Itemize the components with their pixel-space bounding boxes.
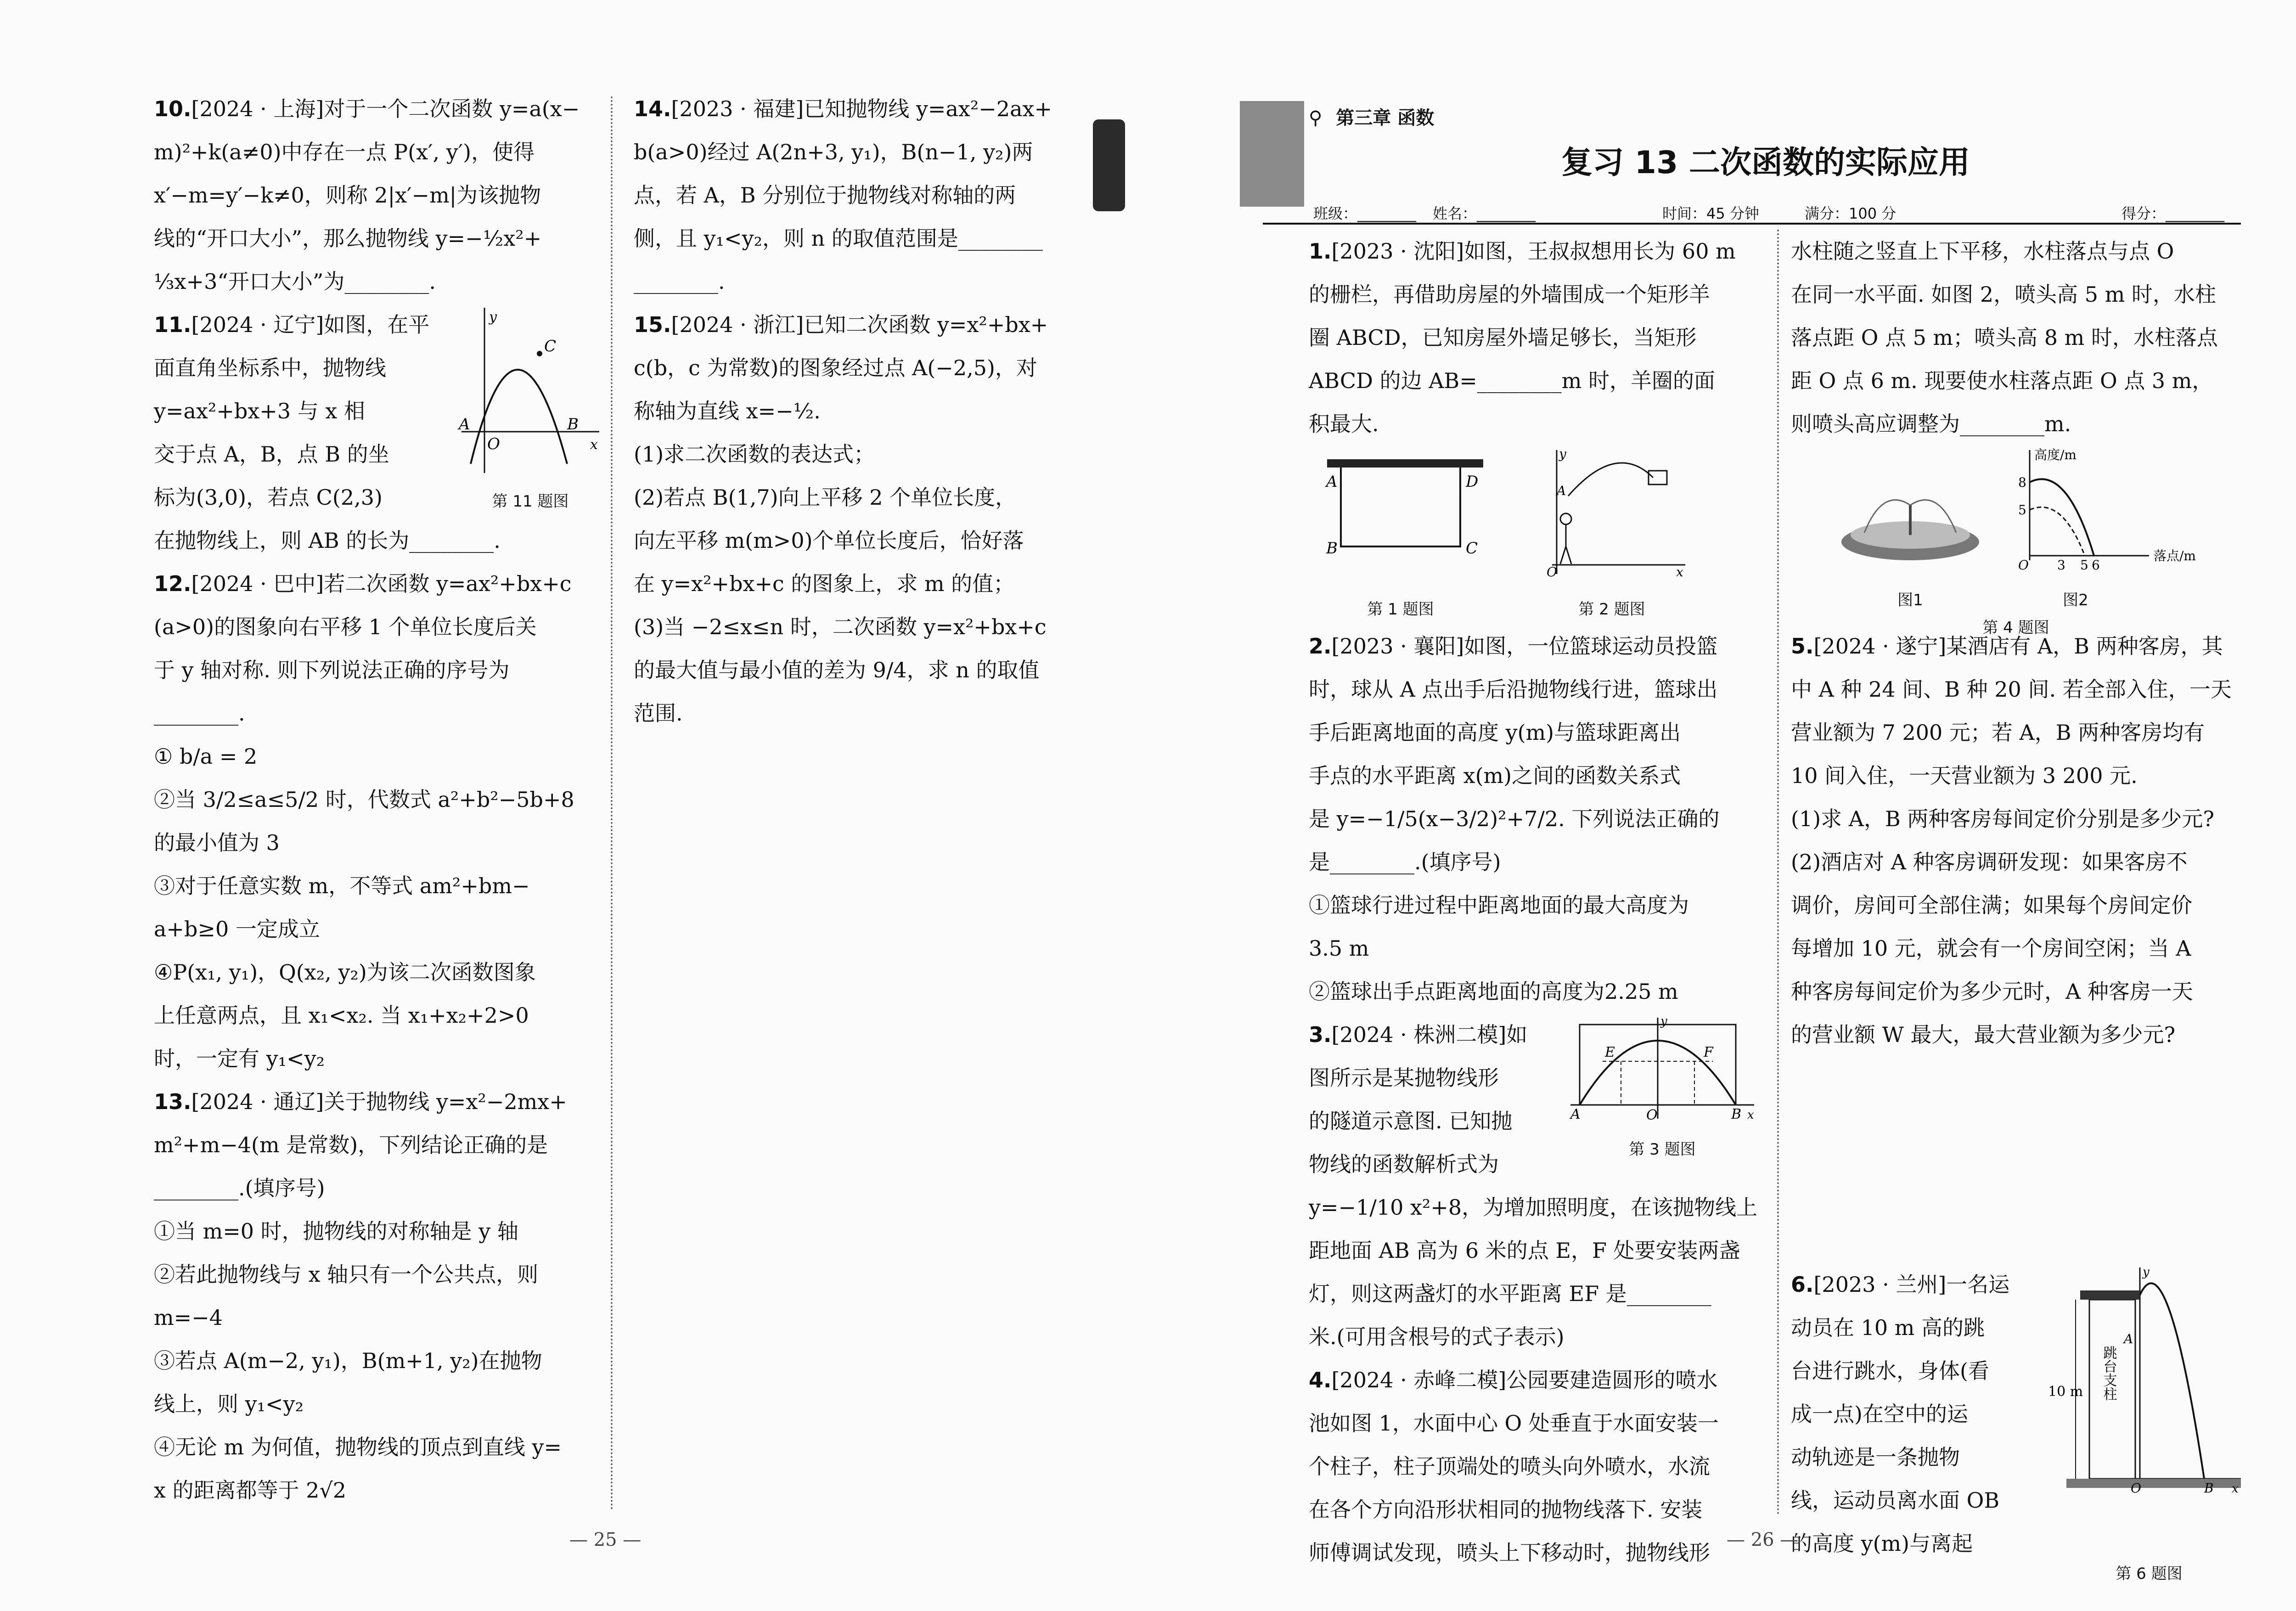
label-y: y — [1660, 1014, 1667, 1028]
question-line: 距地面 AB 高为 6 米的点 E，F 处要安装两盏 — [1309, 1238, 1740, 1263]
label-x: x — [1676, 564, 1683, 579]
question-number: 4. — [1309, 1368, 1332, 1392]
label-o: O — [487, 435, 500, 453]
question-line: [2023 · 福建]已知抛物线 y=ax²−2ax+ — [671, 96, 1052, 121]
fountain-illustration — [1837, 478, 1984, 569]
wall — [1327, 459, 1483, 468]
q1-q2-figures — [1309, 445, 1768, 625]
question-line: (a>0)的图象向右平移 1 个单位长度后关 — [154, 614, 537, 639]
q2-caption: 第 2 题图 — [1578, 600, 1645, 619]
question-number: 15. — [634, 312, 671, 337]
option: 上任意两点，且 x₁<x₂. 当 x₁+x₂+2>0 — [154, 1003, 529, 1028]
question-line: 动员在 10 m 高的跳 — [1791, 1315, 1985, 1340]
q4-caption: 第 4 题图 — [1982, 619, 2049, 637]
question-10 — [154, 87, 613, 303]
question-line: 圈 ABCD，已知房屋外墙足够长，当矩形 — [1309, 325, 1697, 350]
question-line: b(a>0)经过 A(2n+3, y₁)，B(n−1, y₂)两 — [634, 140, 1033, 164]
question-line: ________.(填序号) — [154, 1176, 325, 1200]
question-line: (1)求 A，B 两种客房每间定价分别是多少元? — [1791, 806, 2215, 831]
question-line: 师傅调试发现，喷头上下移动时，抛物线形 — [1309, 1540, 1710, 1565]
question-line: 在各个方向沿形状相同的抛物线落下. 安装 — [1309, 1497, 1703, 1522]
question-4-continued — [1791, 230, 2250, 445]
question-line: 的高度 y(m)与离起 — [1791, 1531, 1973, 1556]
label-y: y — [1559, 446, 1566, 462]
question-line: 则喷头高应调整为________m. — [1791, 411, 2071, 436]
xlabel: 落点/m — [2154, 548, 2196, 563]
question-number: 1. — [1309, 239, 1332, 264]
fence — [1341, 468, 1460, 546]
label-x: x — [2232, 1482, 2239, 1496]
q3-caption: 第 3 题图 — [1629, 1140, 1696, 1159]
height-label: 10 m — [2048, 1384, 2083, 1400]
question-line: 的最大值与最小值的差为 9/4，求 n 的取值 — [634, 658, 1040, 682]
question-line: 是________.(填序号) — [1309, 850, 1501, 874]
question-3 — [1309, 1013, 1768, 1358]
ylabel: 高度/m — [2034, 447, 2077, 462]
question-line: ABCD 的边 AB=________m 时，羊圈的面 — [1309, 368, 1716, 393]
tick-8: 8 — [2018, 475, 2026, 490]
label-x: x — [590, 437, 598, 453]
question-line: ________. — [634, 269, 725, 294]
label-c: C — [1466, 539, 1478, 558]
hoop — [1649, 471, 1667, 484]
question-line: 面直角坐标系中，抛物线 — [154, 355, 386, 380]
q6-caption: 第 6 题图 — [2116, 1565, 2183, 1583]
question-line: 10 间入住，一天营业额为 3 200 元. — [1791, 763, 2138, 788]
page-number-right: — 26 — — [1727, 1529, 1799, 1550]
question-1 — [1309, 230, 1768, 445]
column-divider — [1777, 230, 1779, 1515]
tick-5x: 5 — [2080, 558, 2088, 573]
question-11 — [154, 303, 613, 562]
fig2-caption: 图2 — [2063, 591, 2088, 609]
question-line: 水柱随之竖直上下平移，水柱落点与点 O — [1791, 239, 2174, 264]
label-b: B — [2204, 1481, 2214, 1496]
question-line: [2024 · 浙江]已知二次函数 y=x²+bx+ — [671, 312, 1048, 337]
tick-6: 6 — [2092, 558, 2100, 573]
page-number-left: — 25 — — [569, 1529, 642, 1550]
question-line: 成一点)在空中的运 — [1791, 1402, 1968, 1426]
label-e: E — [1605, 1044, 1615, 1060]
label-o: O — [2131, 1481, 2141, 1496]
question-number: 6. — [1791, 1272, 1814, 1297]
label-y: y — [2143, 1265, 2150, 1279]
question-2 — [1309, 625, 1768, 1013]
question-line: 交于点 A，B，点 B 的坐 — [154, 442, 389, 467]
question-line: 范围. — [634, 701, 683, 726]
question-line: [2024 · 赤峰二模]公园要建造圆形的喷水 — [1331, 1368, 1718, 1392]
left-column-2 — [634, 87, 1093, 735]
question-line: 种客房每间定价为多少元时，A 种客房一天 — [1791, 979, 2193, 1004]
question-line: ⅓x+3“开口大小”为________. — [154, 269, 436, 294]
question-line: 落点距 O 点 5 m；喷头高 8 m 时，水柱落点 — [1791, 325, 2218, 350]
question-line: c(b，c 为常数)的图象经过点 A(−2,5)，对 — [634, 355, 1037, 380]
side-tab — [1093, 119, 1125, 211]
question-line: 向左平移 m(m>0)个单位长度后，恰好落 — [634, 528, 1024, 553]
question-number: 5. — [1791, 634, 1814, 659]
option: 线上，则 y₁<y₂ — [154, 1391, 304, 1416]
question-line: 个柱子，柱子顶端处的喷头向外喷水，水流 — [1309, 1454, 1710, 1479]
chapter-badge — [1240, 101, 1304, 207]
label-d: D — [1466, 473, 1479, 491]
question-5 — [1791, 625, 2250, 1056]
header-rule — [1263, 223, 2241, 225]
question-line: 3.5 m — [1309, 936, 1369, 961]
player-leg — [1560, 546, 1566, 564]
label-a: A — [459, 415, 470, 434]
label-f: F — [1704, 1044, 1713, 1060]
fig1-caption: 图1 — [1897, 591, 1923, 609]
question-line: [2023 · 沈阳]如图，王叔叔想用长为 60 m — [1331, 239, 1736, 264]
label-x: x — [1747, 1108, 1754, 1122]
question-13 — [154, 1080, 613, 1512]
question-line: [2024 · 巴中]若二次函数 y=ax²+bx+c — [191, 571, 572, 596]
option: a+b≥0 一定成立 — [154, 917, 320, 941]
chapter-label: 第三章 函数 — [1336, 107, 1435, 129]
q6-diving-figure — [2048, 1263, 2241, 1502]
question-line: 米.(可用含根号的式子表示) — [1309, 1324, 1564, 1349]
question-line: 池如图 1，水面中心 O 处垂直于水面安装一 — [1309, 1411, 1719, 1436]
column-divider — [611, 96, 613, 1511]
meta-class: 班级：________ — [1313, 205, 1417, 222]
question-line: 于 y 轴对称. 则下列说法正确的序号为 — [154, 658, 510, 682]
question-line: ①篮球行进过程中距离地面的最大高度为 — [1309, 893, 1689, 918]
question-14 — [634, 87, 1093, 303]
question-line: [2024 · 通辽]关于抛物线 y=x²−2mx+ — [191, 1089, 567, 1114]
question-line: 动轨迹是一条抛物 — [1791, 1445, 1960, 1470]
point-c — [537, 351, 542, 356]
question-line: 的隧道示意图. 已知抛 — [1309, 1109, 1513, 1133]
label-b: B — [567, 415, 579, 434]
q11-caption: 第 11 题图 — [492, 492, 569, 511]
question-line: 在 y=x²+bx+c 的图象上，求 m 的值； — [634, 571, 1015, 596]
dive-trajectory — [2140, 1283, 2204, 1479]
location-pin-icon: ⚲ — [1309, 107, 1322, 129]
label-y: y — [489, 309, 497, 325]
question-15 — [634, 303, 1093, 735]
question-line: 距 O 点 6 m. 现要使水柱落点距 O 点 3 m， — [1791, 368, 2213, 393]
question-line: x′−m=y′−k≠0，则称 2|x′−m|为该抛物 — [154, 183, 541, 208]
question-line: [2024 · 遂宁]某酒店有 A，B 两种客房，其 — [1813, 634, 2223, 659]
support-label: 跳台支柱 — [2100, 1346, 2117, 1401]
question-line: 营业额为 7 200 元；若 A，B 两种客房均有 — [1791, 720, 2205, 745]
question-line: 积最大. — [1309, 411, 1379, 436]
question-line: m)²+k(a≠0)中存在一点 P(x′, y′)，使得 — [154, 140, 535, 164]
question-line: 在抛物线上，则 AB 的长为________. — [154, 528, 501, 553]
question-number: 2. — [1309, 634, 1332, 659]
question-number: 12. — [154, 571, 191, 596]
question-line: 是 y=−1/5(x−3/2)²+7/2. 下列说法正确的 — [1309, 806, 1720, 831]
label-a: A — [1557, 483, 1566, 498]
question-line: 每增加 10 元，就会有一个房间空闲；当 A — [1791, 936, 2191, 961]
question-line: [2024 · 上海]对于一个二次函数 y=a(x− — [191, 96, 580, 121]
chapter-header — [1309, 103, 1434, 130]
question-line: 侧，且 y₁<y₂，则 n 的取值范围是________ — [634, 226, 1043, 251]
meta-full: 满分：100 分 — [1805, 205, 1896, 222]
label-a: A — [1326, 473, 1338, 491]
q2-basketball-figure — [1538, 445, 1690, 579]
right-column-2 — [1791, 230, 2250, 1583]
question-line: 物线的函数解析式为 — [1309, 1152, 1499, 1177]
question-line: 标为(3,0)，若点 C(2,3) — [154, 485, 383, 510]
question-line: y=−1/10 x²+8，为增加照明度，在该抛物线上 — [1309, 1195, 1758, 1220]
label-o: O — [1547, 564, 1557, 579]
tick-3: 3 — [2057, 558, 2065, 573]
curve-5m — [2030, 507, 2085, 556]
right-column-1 — [1309, 230, 1768, 1574]
question-line: (2)酒店对 A 种客房调研发现：如果客房不 — [1791, 850, 2188, 874]
meta-score: 得分：________ — [2122, 205, 2225, 222]
tick-5: 5 — [2018, 502, 2026, 518]
option: ① b/a = 2 — [154, 744, 258, 769]
option: ④P(x₁, y₁)，Q(x₂, y₂)为该二次函数图象 — [154, 960, 536, 985]
question-line: (3)当 −2≤x≤n 时，二次函数 y=x²+bx+c — [634, 614, 1047, 639]
label-b: B — [1731, 1106, 1742, 1122]
question-number: 10. — [154, 96, 191, 121]
question-line: 手点的水平距离 x(m)之间的函数关系式 — [1309, 763, 1681, 788]
question-line: 在同一水平面. 如图 2，喷头高 5 m 时，水柱 — [1791, 282, 2216, 307]
question-line: [2023 · 襄阳]如图，一位篮球运动员投篮 — [1331, 634, 1718, 659]
question-6 — [1791, 1263, 2250, 1583]
question-line: (1)求二次函数的表达式； — [634, 442, 875, 467]
q3-tunnel-figure — [1566, 1013, 1759, 1123]
question-line: 称轴为直线 x=−½. — [634, 399, 821, 423]
label-c: C — [544, 337, 557, 355]
label-o: O — [1646, 1107, 1658, 1123]
question-line: 时，球从 A 点出手后沿抛物线行进，篮球出 — [1309, 677, 1718, 702]
question-line: 线的“开口大小”，那么抛物线 y=−½x²+ — [154, 226, 542, 251]
question-line: ________. — [154, 701, 245, 726]
label-a: A — [2124, 1331, 2133, 1346]
option: m=−4 — [154, 1305, 223, 1330]
ball-trajectory — [1568, 463, 1653, 496]
question-number: 13. — [154, 1089, 191, 1114]
option: x 的距离都等于 2√2 — [154, 1478, 347, 1503]
question-number: 11. — [154, 312, 191, 337]
question-line: 图所示是某抛物线形 — [1309, 1065, 1499, 1090]
question-line: [2024 · 辽宁]如图，在平 — [191, 312, 430, 337]
question-number: 14. — [634, 96, 671, 121]
question-line: 中 A 种 24 间、B 种 20 间. 若全部入住，一天 — [1791, 677, 2232, 702]
question-line: m²+m−4(m 是常数)，下列结论正确的是 — [154, 1132, 548, 1157]
option: ③若点 A(m−2, y₁)，B(m+1, y₂)在抛物 — [154, 1348, 542, 1373]
curve-8m — [2030, 479, 2094, 556]
question-line: 灯，则这两盏灯的水平距离 EF 是________ — [1309, 1281, 1711, 1306]
question-line: ②篮球出手点距离地面的高度为2.25 m — [1309, 979, 1678, 1004]
question-line: 线，运动员离水面 OB — [1791, 1488, 2000, 1513]
q11-parabola-figure — [452, 303, 608, 478]
option: ②当 3/2≤a≤5/2 时，代数式 a²+b²−5b+8 — [154, 787, 574, 812]
option: ②若此抛物线与 x 轴只有一个公共点，则 — [154, 1262, 539, 1287]
question-line: [2024 · 株洲二模]如 — [1331, 1022, 1528, 1047]
question-line: 的营业额 W 最大，最大营业额为多少元? — [1791, 1022, 2176, 1047]
water — [2066, 1479, 2241, 1488]
question-12 — [154, 562, 613, 1080]
meta-name: 姓名：________ — [1433, 205, 1536, 222]
q1-caption: 第 1 题图 — [1367, 600, 1434, 619]
player-leg — [1566, 546, 1571, 564]
label-o: O — [2018, 558, 2029, 573]
question-4 — [1309, 1358, 1768, 1574]
label-a: A — [1570, 1106, 1581, 1122]
question-line: y=ax²+bx+3 与 x 相 — [154, 399, 365, 423]
meta-time: 时间：45 分钟 — [1662, 205, 1759, 222]
q1-rectangle-figure — [1322, 455, 1488, 574]
question-line: 的栅栏，再借助房屋的外墙围成一个矩形羊 — [1309, 282, 1710, 307]
q4-figures — [1791, 445, 2250, 637]
platform — [2080, 1290, 2140, 1300]
question-line: [2023 · 兰州]一名运 — [1813, 1272, 2010, 1297]
question-line: (2)若点 B(1,7)向上平移 2 个单位长度， — [634, 485, 1017, 510]
section-title: 复习 13 二次函数的实际应用 — [1561, 145, 1970, 181]
question-line: 台进行跳水，身体(看 — [1791, 1358, 1989, 1383]
option: 的最小值为 3 — [154, 830, 280, 855]
question-line: 手后距离地面的高度 y(m)与篮球距离出 — [1309, 720, 1681, 745]
question-line: 调价，房间可全部住满；如果每个房间定价 — [1791, 893, 2192, 918]
option: ③对于任意实数 m，不等式 am²+bm− — [154, 873, 530, 898]
option: ①当 m=0 时，抛物线的对称轴是 y 轴 — [154, 1219, 518, 1244]
question-number: 3. — [1309, 1022, 1332, 1047]
question-line: 点，若 A，B 分别位于抛物线对称轴的两 — [634, 183, 1016, 208]
left-column-1 — [154, 87, 613, 1512]
player-head — [1560, 513, 1571, 524]
option: 时，一定有 y₁<y₂ — [154, 1046, 325, 1071]
option: ④无论 m 为何值，抛物线的顶点到直线 y= — [154, 1435, 562, 1459]
label-b: B — [1326, 539, 1338, 558]
q4-height-chart — [2011, 445, 2223, 574]
